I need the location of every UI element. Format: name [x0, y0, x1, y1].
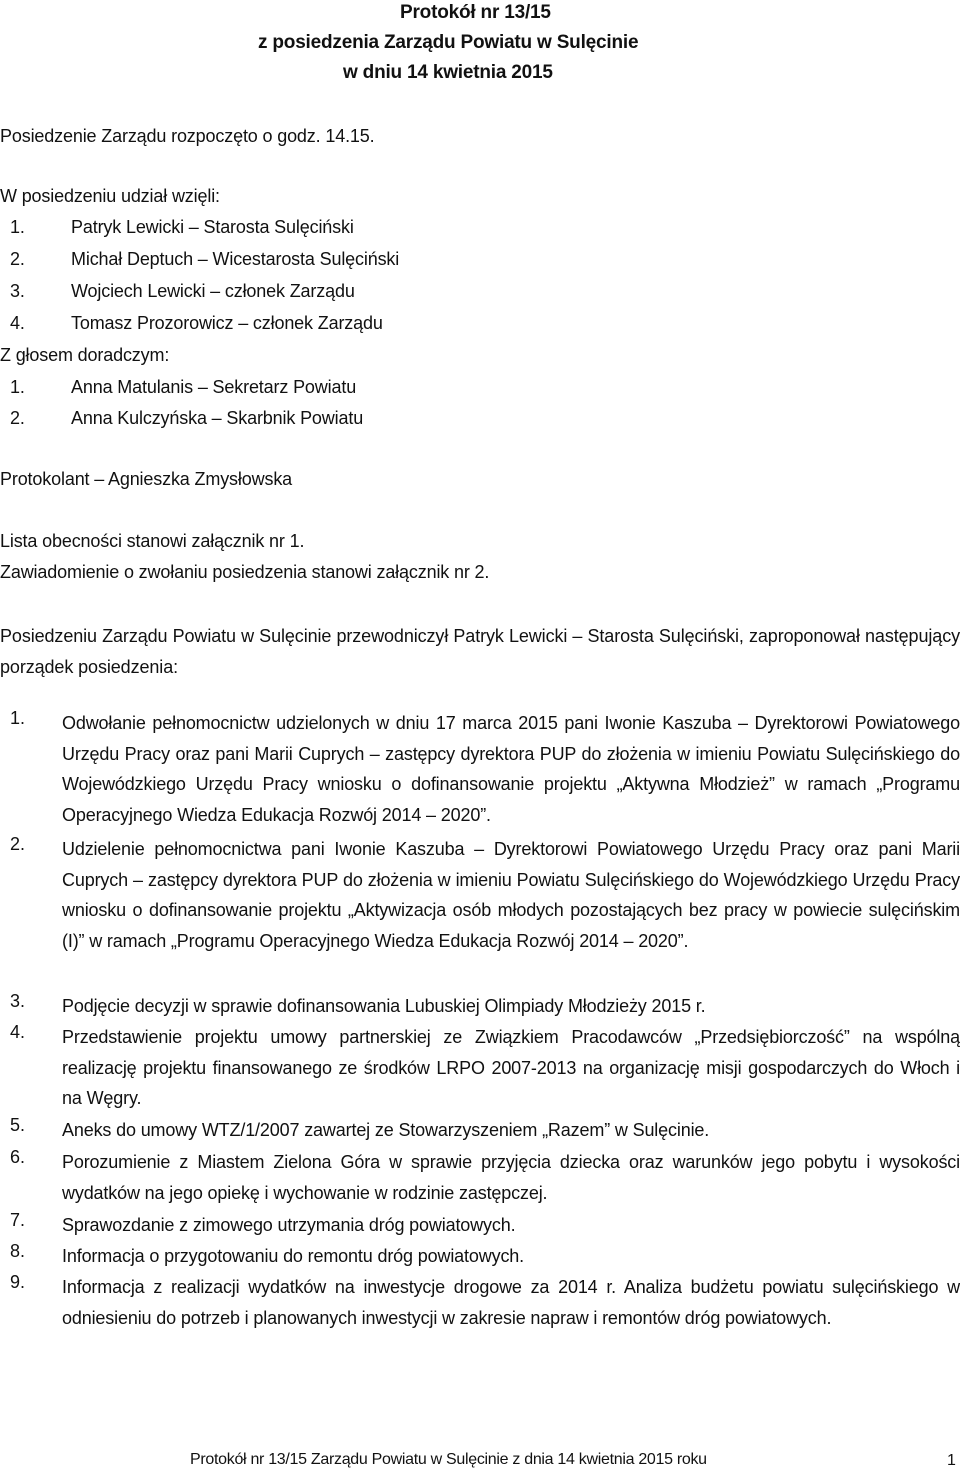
participant-item: Wojciech Lewicki – członek Zarządu: [71, 281, 355, 301]
document-date: w dniu 14 kwietnia 2015: [343, 62, 553, 83]
agenda-number: 1.: [10, 708, 26, 728]
advisory-number: 1.: [10, 377, 25, 397]
agenda-text: Udzielenie pełnomocnictwa pani Iwonie Kaszuba – Dyrektorowi Powiatowego Urzędu Pracy oraz pani Marii Cuprych – zastępcy dyrektora PUP do złożenia w imieniu Powiatu Sulęcińskiego do Wojewódzkiego Urzędu Pracy wniosku o dofinansowanie projektu „Aktywizacja osób młodych pozostających bez pracy w powiecie sulęcińskim (I)” w ramach „Programu Operacyjnego Wiedza Edukacja Rozwój 2014 – 2020”.: [62, 839, 960, 951]
agenda-text: Podjęcie decyzji w sprawie dofinansowania Lubuskiej Olimpiady Młodzieży 2015 r.: [62, 996, 706, 1016]
document-subtitle: z posiedzenia Zarządu Powiatu w Sulęcinie: [258, 32, 639, 53]
participant-item: Michał Deptuch – Wicestarosta Sulęciński: [71, 249, 400, 269]
agenda-number: 3.: [10, 991, 26, 1011]
agenda-number: 9.: [10, 1272, 26, 1292]
participant-item: Tomasz Prozorowicz – członek Zarządu: [71, 313, 383, 333]
advisory-number: 2.: [10, 408, 25, 428]
page-number: 1: [947, 1452, 956, 1469]
participant-number: 1.: [10, 217, 25, 237]
agenda-text: Informacja z realizacji wydatków na inwestycje drogowe za 2014 r. Analiza budżetu powiatu sulęcińskiego w odniesieniu do potrzeb i planowanych inwestycji w zakresie napraw i remontów dróg powiatowych.: [62, 1277, 960, 1328]
attachment-line: Zawiadomienie o zwołaniu posiedzenia stanowi załącznik nr 2.: [0, 562, 490, 582]
participant-number: 2.: [10, 249, 25, 269]
opening-line: Posiedzenie Zarządu rozpoczęto o godz. 14.15.: [0, 126, 375, 146]
agenda-text: Odwołanie pełnomocnictw udzielonych w dniu 17 marca 2015 pani Iwonie Kaszuba – Dyrektorowi Powiatowego Urzędu Pracy oraz pani Marii Cuprych – zastępcy dyrektora PUP do złożenia w imieniu Powiatu Sulęcińskiego do Wojewódzkiego Urzędu Pracy wniosku o dofinansowanie projektu „Aktywna Młodzież” w ramach „Programu Operacyjnego Wiedza Edukacja Rozwój 2014 – 2020”.: [62, 713, 960, 825]
chair-paragraph: Posiedzeniu Zarządu Powiatu w Sulęcinie przewodniczył Patryk Lewicki – Starosta Sulęciński, zaproponował następujący porządek posiedzenia:: [0, 626, 960, 677]
agenda-text: Aneks do umowy WTZ/1/2007 zawartej ze Stowarzyszeniem „Razem” w Sulęcinie.: [62, 1120, 710, 1140]
agenda-number: 5.: [10, 1115, 26, 1135]
agenda-text: Porozumienie z Miastem Zielona Góra w sprawie przyjęcia dziecka oraz warunków jego pobytu i wysokości wydatków na jego opiekę i wychowanie w rodzinie zastępczej.: [62, 1152, 960, 1203]
advisory-item: Anna Matulanis – Sekretarz Powiatu: [71, 377, 357, 397]
participant-item: Patryk Lewicki – Starosta Sulęciński: [71, 217, 354, 237]
advisory-heading: Z głosem doradczym:: [0, 345, 170, 365]
participants-heading: W posiedzeniu udział wzięli:: [0, 186, 220, 206]
agenda-number: 8.: [10, 1241, 26, 1261]
document-title: Protokół nr 13/15: [400, 2, 551, 23]
advisory-item: Anna Kulczyńska – Skarbnik Powiatu: [71, 408, 364, 428]
agenda-number: 7.: [10, 1210, 26, 1230]
agenda-text: Sprawozdanie z zimowego utrzymania dróg powiatowych.: [62, 1215, 516, 1235]
page-footer: Protokół nr 13/15 Zarządu Powiatu w Sulęcinie z dnia 14 kwietnia 2015 roku: [190, 1451, 707, 1468]
agenda-text: Przedstawienie projektu umowy partnerskiej ze Związkiem Pracodawców „Przedsiębiorczość” na wspólną realizację projektu finansowanego ze środków LRPO 2007-2013 na organizację misji gospodarczych do Włoch i na Węgry.: [62, 1027, 960, 1108]
agenda-number: 4.: [10, 1022, 26, 1042]
recorder-line: Protokolant – Agnieszka Zmysłowska: [0, 469, 293, 489]
participant-number: 3.: [10, 281, 25, 301]
agenda-text: Informacja o przygotowaniu do remontu dróg powiatowych.: [62, 1246, 525, 1266]
attachment-line: Lista obecności stanowi załącznik nr 1.: [0, 531, 305, 551]
agenda-number: 6.: [10, 1147, 26, 1167]
agenda-number: 2.: [10, 834, 26, 854]
participant-number: 4.: [10, 313, 25, 333]
